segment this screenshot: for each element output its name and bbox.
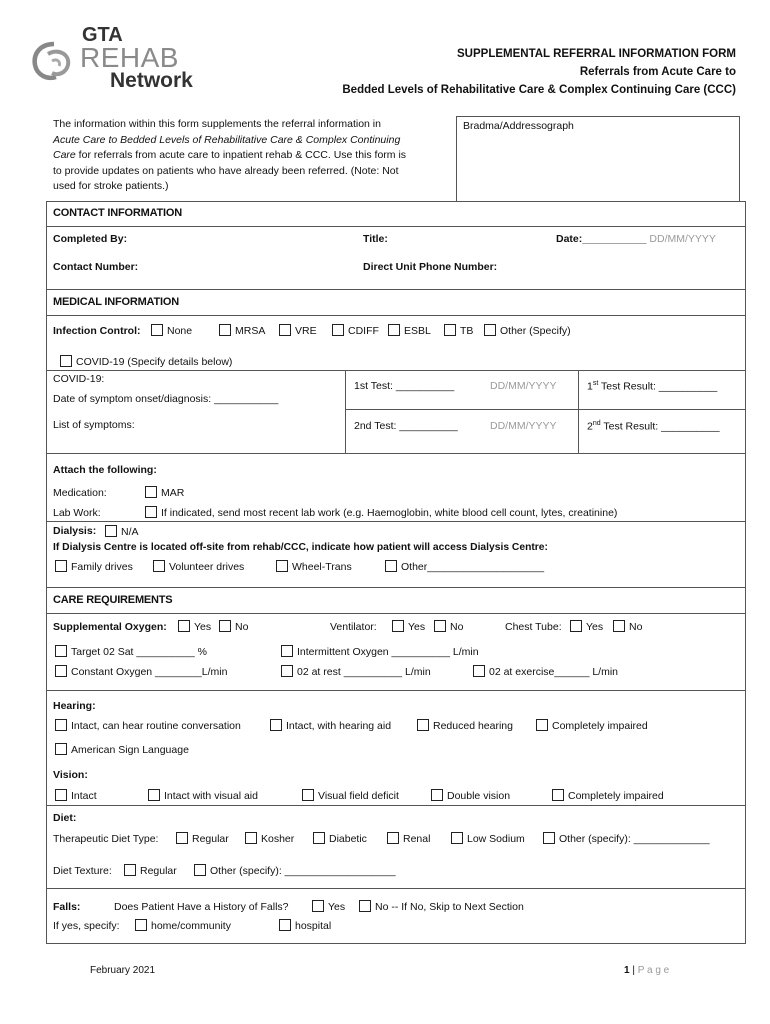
- checkbox[interactable]: [451, 832, 463, 844]
- checkbox[interactable]: [473, 665, 485, 677]
- form-subtitle-2: Bedded Levels of Rehabilitative Care & Complex Continuing Care (CCC): [342, 84, 736, 96]
- checkbox[interactable]: [387, 832, 399, 844]
- checkbox[interactable]: [55, 743, 67, 755]
- dialysis-volunteer[interactable]: Volunteer drives: [153, 560, 244, 573]
- falls-specify-label: If yes, specify:: [53, 920, 120, 932]
- checkbox[interactable]: [148, 789, 160, 801]
- diet-label: Diet:: [53, 812, 77, 824]
- checkbox[interactable]: [124, 864, 136, 876]
- checkbox[interactable]: [392, 620, 404, 632]
- bradma-label: Bradma/Addressograph: [463, 120, 574, 132]
- footer-date: February 2021: [90, 965, 156, 976]
- vision-label: Vision:: [53, 769, 88, 781]
- hearing-intact[interactable]: Intact, can hear routine conversation: [55, 719, 241, 732]
- medical-heading: MEDICAL INFORMATION: [53, 296, 179, 308]
- ventilator-yes[interactable]: Yes: [392, 620, 425, 633]
- hearing-impaired[interactable]: Completely impaired: [536, 719, 648, 732]
- checkbox[interactable]: [60, 355, 72, 367]
- test1-field[interactable]: 1st Test: __________: [354, 380, 455, 392]
- checkbox[interactable]: [55, 789, 67, 801]
- date-format: DD/MM/YYYY: [649, 233, 716, 245]
- checkbox[interactable]: [388, 324, 400, 336]
- oxygen-no[interactable]: No: [219, 620, 248, 633]
- checkbox[interactable]: [281, 645, 293, 657]
- falls-question: Does Patient Have a History of Falls?: [114, 901, 289, 913]
- checkbox[interactable]: [178, 620, 190, 632]
- checkbox[interactable]: [312, 900, 324, 912]
- covid-label: COVID-19:: [53, 373, 105, 385]
- dialysis-other[interactable]: Other____________________: [385, 560, 544, 573]
- checkbox[interactable]: [332, 324, 344, 336]
- checkbox[interactable]: [55, 665, 67, 677]
- infection-esbl[interactable]: ESBL: [388, 324, 431, 337]
- chest-tube-no[interactable]: No: [613, 620, 642, 633]
- falls-yes[interactable]: Yes: [312, 900, 345, 913]
- diet-regular[interactable]: Regular: [176, 832, 229, 845]
- date-label: Date:___________: [556, 233, 647, 245]
- page-number: 1 | P a g e: [624, 965, 670, 976]
- ventilator-no[interactable]: No: [434, 620, 463, 633]
- checkbox[interactable]: [245, 832, 257, 844]
- checkbox[interactable]: [194, 864, 206, 876]
- date-field[interactable]: [556, 233, 716, 245]
- checkbox[interactable]: [151, 324, 163, 336]
- o2-exercise[interactable]: 02 at exercise______ L/min: [473, 665, 618, 678]
- care-heading: CARE REQUIREMENTS: [53, 594, 173, 606]
- oxygen-yes[interactable]: Yes: [178, 620, 211, 633]
- title-label: Title:: [363, 233, 388, 245]
- intro-text: [53, 117, 453, 195]
- diet-type-label: Therapeutic Diet Type:: [53, 833, 159, 845]
- falls-home[interactable]: home/community: [135, 919, 231, 932]
- infection-none[interactable]: None: [151, 324, 192, 337]
- infection-label: Infection Control:: [53, 325, 141, 337]
- bradma-box[interactable]: [456, 116, 740, 202]
- infection-row: [53, 325, 141, 337]
- checkbox[interactable]: [281, 665, 293, 677]
- intermittent-o2[interactable]: Intermittent Oxygen __________ L/min: [281, 645, 479, 658]
- logo-gta: GTA: [82, 24, 123, 46]
- checkbox[interactable]: [55, 645, 67, 657]
- symptoms-list-field[interactable]: List of symptoms:: [53, 419, 135, 431]
- infection-other[interactable]: Other (Specify): [484, 324, 571, 337]
- intro-line: used for stroke patients.): [53, 180, 169, 192]
- checkbox[interactable]: [570, 620, 582, 632]
- infection-tb[interactable]: TB: [444, 324, 473, 337]
- vision-intact[interactable]: Intact: [55, 789, 97, 802]
- texture-label: Diet Texture:: [53, 865, 112, 877]
- attach-heading: Attach the following:: [53, 464, 157, 476]
- intro-line: Acute Care to Bedded Levels of Rehabilitative Care & Complex Continuing: [53, 133, 401, 146]
- checkbox[interactable]: [270, 719, 282, 731]
- chest-tube-yes[interactable]: Yes: [570, 620, 603, 633]
- checkbox[interactable]: [536, 719, 548, 731]
- symptom-onset-field[interactable]: Date of symptom onset/diagnosis: ___________: [53, 393, 279, 405]
- logo-swirl-icon: [30, 38, 78, 84]
- checkbox[interactable]: [55, 560, 67, 572]
- hearing-label: Hearing:: [53, 700, 96, 712]
- intro-line: The information within this form supplements the referral information in: [53, 118, 381, 130]
- dialysis-na[interactable]: N/A: [105, 525, 139, 538]
- infection-covid[interactable]: COVID-19 (Specify details below): [60, 355, 232, 368]
- dialysis-label: Dialysis:: [53, 525, 97, 537]
- diet-low-sodium[interactable]: Low Sodium: [451, 832, 525, 845]
- logo: [30, 24, 215, 96]
- hearing-asl[interactable]: American Sign Language: [55, 743, 189, 756]
- vision-double[interactable]: Double vision: [431, 789, 510, 802]
- checkbox[interactable]: [145, 506, 157, 518]
- labwork-label: Lab Work:: [53, 507, 101, 519]
- diet-renal[interactable]: Renal: [387, 832, 430, 845]
- checkbox[interactable]: [219, 324, 231, 336]
- contact-heading: CONTACT INFORMATION: [53, 207, 182, 219]
- checkbox[interactable]: [219, 620, 231, 632]
- vision-aid[interactable]: Intact with visual aid: [148, 789, 258, 802]
- unit-phone-label: Direct Unit Phone Number:: [363, 261, 498, 273]
- constant-o2[interactable]: Constant Oxygen ________L/min: [55, 665, 227, 678]
- dialysis-row: [53, 525, 96, 537]
- checkbox[interactable]: [313, 832, 325, 844]
- diet-other[interactable]: Other (specify): _____________: [543, 832, 710, 845]
- form-subtitle-1: Referrals from Acute Care to: [579, 66, 736, 78]
- checkbox[interactable]: [543, 832, 555, 844]
- intro-line: for referrals from acute care to inpatient rehab & CCC. Use this form is: [75, 149, 407, 161]
- checkbox[interactable]: [276, 560, 288, 572]
- logo-rehab: REHAB: [80, 42, 179, 73]
- texture-other[interactable]: Other (specify): ___________________: [194, 864, 396, 877]
- form-title: SUPPLEMENTAL REFERRAL INFORMATION FORM: [457, 48, 736, 60]
- test2-date-format: DD/MM/YYYY: [490, 420, 557, 432]
- checkbox[interactable]: [105, 525, 117, 537]
- diet-diabetic[interactable]: Diabetic: [313, 832, 367, 845]
- checkbox[interactable]: [552, 789, 564, 801]
- hearing-reduced[interactable]: Reduced hearing: [417, 719, 513, 732]
- checkbox[interactable]: [359, 900, 371, 912]
- dialysis-family[interactable]: Family drives: [55, 560, 133, 573]
- checkbox[interactable]: [434, 620, 446, 632]
- checkbox[interactable]: [302, 789, 314, 801]
- checkbox[interactable]: [145, 486, 157, 498]
- checkbox[interactable]: [431, 789, 443, 801]
- hearing-aid[interactable]: Intact, with hearing aid: [270, 719, 391, 732]
- dialysis-wheeltrans[interactable]: Wheel-Trans: [276, 560, 352, 573]
- falls-hospital[interactable]: hospital: [279, 919, 331, 932]
- chest-tube-label: Chest Tube:: [505, 621, 562, 633]
- dialysis-note: If Dialysis Centre is located off-site from rehab/CCC, indicate how patient will access Dialysis Centre:: [53, 542, 548, 553]
- checkbox[interactable]: [153, 560, 165, 572]
- checkbox[interactable]: [385, 560, 397, 572]
- falls-label: Falls:: [53, 901, 81, 913]
- falls-no[interactable]: No -- If No, Skip to Next Section: [359, 900, 524, 913]
- test1-date-format: DD/MM/YYYY: [490, 380, 557, 392]
- checkbox[interactable]: [135, 919, 147, 931]
- medication-label: Medication:: [53, 487, 107, 499]
- infection-mrsa[interactable]: MRSA: [219, 324, 265, 337]
- logo-network: Network: [110, 69, 193, 92]
- intro-line: to provide updates on patients who have already been referred. (Note: Not: [53, 164, 399, 177]
- infection-cdiff[interactable]: CDIFF: [332, 324, 379, 337]
- infection-vre[interactable]: VRE: [279, 324, 317, 337]
- checkbox[interactable]: [279, 324, 291, 336]
- oxygen-label: Supplemental Oxygen:: [53, 621, 167, 633]
- completed-by-label: Completed By:: [53, 233, 128, 245]
- checkbox[interactable]: [55, 719, 67, 731]
- vision-impaired[interactable]: Completely impaired: [552, 789, 664, 802]
- labwork-option[interactable]: If indicated, send most recent lab work (e.g. Haemoglobin, white blood cell count, lytes, creatinine): [145, 506, 617, 519]
- vision-field[interactable]: Visual field deficit: [302, 789, 399, 802]
- checkbox[interactable]: [444, 324, 456, 336]
- medication-mar[interactable]: MAR: [145, 486, 184, 499]
- checkbox[interactable]: [613, 620, 625, 632]
- checkbox[interactable]: [176, 832, 188, 844]
- test1-result-field[interactable]: 1st Test Result: __________: [587, 380, 718, 393]
- checkbox[interactable]: [279, 919, 291, 931]
- contact-number-label: Contact Number:: [53, 261, 139, 273]
- checkbox[interactable]: [417, 719, 429, 731]
- o2-rest[interactable]: 02 at rest __________ L/min: [281, 665, 431, 678]
- intro-line: Care: [53, 149, 76, 161]
- test2-field[interactable]: 2nd Test: __________: [354, 420, 458, 432]
- diet-kosher[interactable]: Kosher: [245, 832, 294, 845]
- checkbox[interactable]: [484, 324, 496, 336]
- test2-result-field[interactable]: 2nd Test Result: __________: [587, 420, 720, 433]
- texture-regular[interactable]: Regular: [124, 864, 177, 877]
- target-o2[interactable]: Target 02 Sat __________ %: [55, 645, 207, 658]
- ventilator-label: Ventilator:: [330, 621, 377, 633]
